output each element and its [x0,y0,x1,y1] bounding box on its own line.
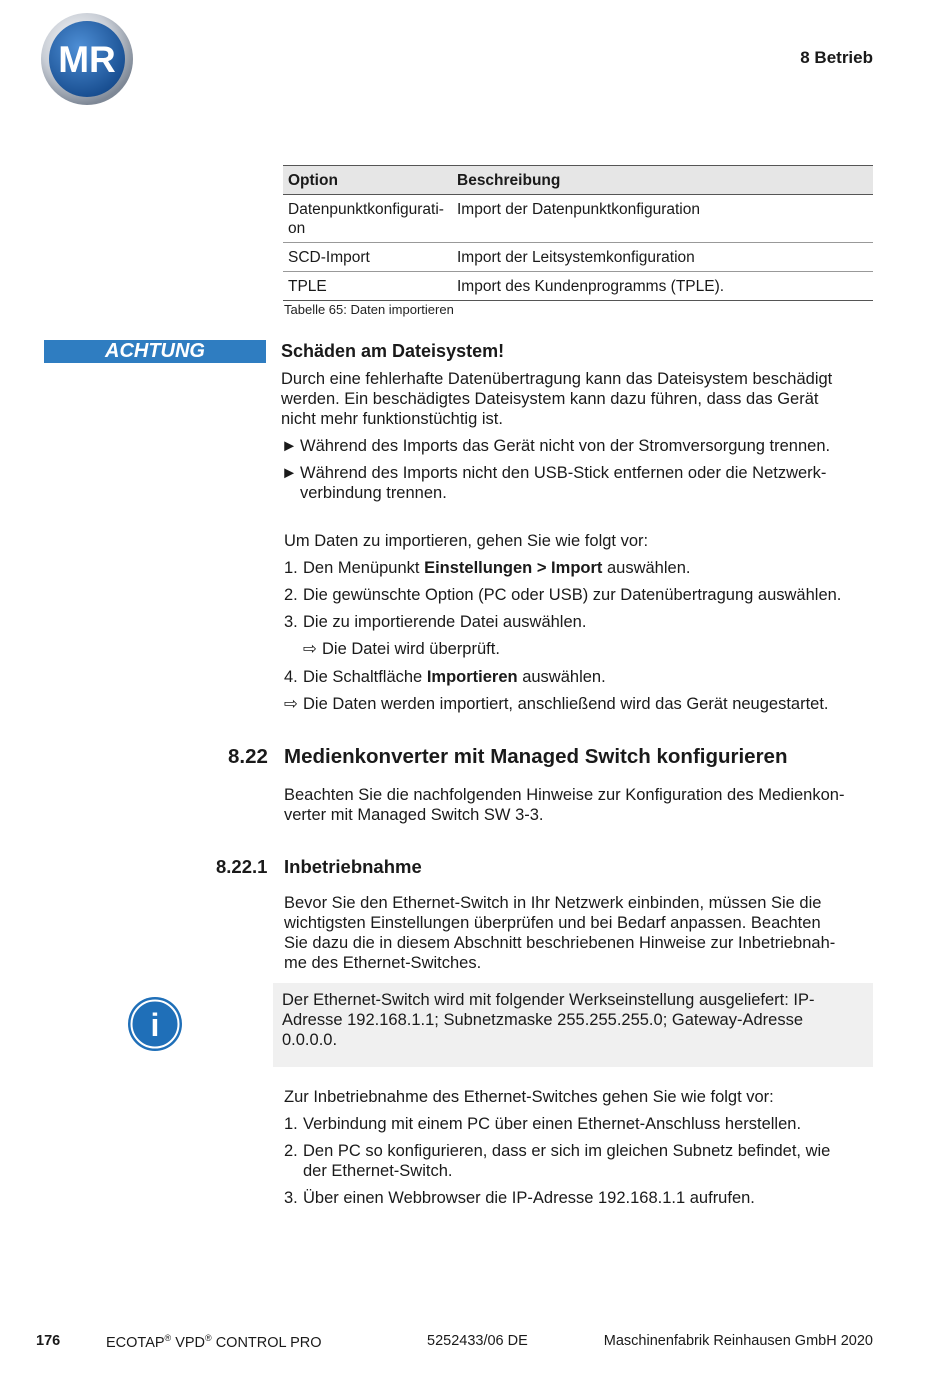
paragraph-line: Beachten Sie die nachfolgenden Hinweise zur Konfiguration des Medienkon- [284,786,845,804]
list-text-part: Die Schaltfläche [303,668,427,686]
table-cell-description: Import des Kundenprogramms (TPLE). [457,278,725,295]
list-text: Verbindung mit einem PC über einen Ethernet-Anschluss herstellen. [303,1115,802,1133]
warning-text-line: werden. Ein beschädigtes Dateisystem kann dazu führen, dass das Gerät [281,390,819,408]
table-cell-description: Import der Leitsystemkonfiguration [457,249,695,266]
signal-word-badge: ACHTUNG [44,340,266,363]
list-item [284,585,841,605]
product-name-part: VPD [171,1334,206,1351]
list-number: 4. [284,668,298,686]
warning-bullet-text: Während des Imports das Gerät nicht von der Stromversorgung trennen. [300,437,831,455]
warning-bullet [281,463,873,503]
result-text: Die Daten werden importiert, anschließend wird das Gerät neugestartet. [303,695,829,713]
registered-mark: ® [205,1333,212,1343]
paragraph-line: Bevor Sie den Ethernet-Switch in Ihr Netzwerk einbinden, müssen Sie die [284,894,822,912]
company-name: Maschinenfabrik Reinhausen GmbH 2020 [603,1333,873,1349]
subsection-title: Inbetriebnahme [284,856,422,877]
product-name-part: CONTROL PRO [211,1334,322,1351]
registered-mark: ® [164,1333,172,1343]
warning-bullet-line: Während des Imports nicht den USB-Stick entfernen oder die Netzwerk- [300,464,827,482]
table-cell-option-line: on [288,220,306,237]
import-options-table [283,165,873,301]
warning-bullet-text [300,463,826,503]
table-row [283,243,873,272]
mr-logo [40,12,134,106]
section-number: 8.22 [228,745,268,768]
product-name [106,1333,322,1351]
paragraph-line: me des Ethernet-Switches. [284,954,482,972]
list-item [284,667,606,687]
warning-text-line: nicht mehr funktionstüchtig ist. [281,410,503,428]
document-number: 5252433/06 DE [427,1333,528,1349]
list-item [284,1114,801,1134]
warning-text-line: Durch eine fehlerhafte Datenübertragung kann das Dateisystem beschädigt [281,370,833,388]
table-cell-option [283,195,452,242]
warning-bullet-line: verbindung trennen. [300,484,447,502]
list-item [284,1141,830,1181]
warning-title: Schäden am Dateisystem! [281,341,505,361]
product-name-part: ECOTAP [106,1334,165,1351]
info-box [273,983,873,1067]
table-header-row [283,166,873,195]
final-result [284,694,829,714]
section-title: Medienkonverter mit Managed Switch konfigurieren [284,745,788,768]
subsection-intro [284,893,874,973]
list-item [284,558,690,578]
info-text-line: Adresse 192.168.1.1; Subnetzmaske 255.255.255.0; Gateway-Adresse [282,1011,803,1029]
step-result [303,639,500,659]
list-number: 3. [284,613,298,631]
table-cell-description: Import der Datenpunktkonfiguration [457,201,700,218]
subsection-number: 8.22.1 [216,856,268,877]
list-text-line: der Ethernet-Switch. [303,1162,453,1180]
list-text: Über einen Webbrowser die IP-Adresse 192.168.1.1 aufrufen. [303,1189,755,1207]
list-number: 2. [284,1142,298,1160]
info-text-line: 0.0.0.0. [282,1031,338,1049]
arrow-bullet-icon: ► [281,464,298,482]
result-text: Die Datei wird überprüft. [322,640,500,658]
table-header-description: Beschreibung [457,172,561,189]
info-text-line: Der Ethernet-Switch wird mit folgender Werkseinstellung ausgeliefert: IP- [282,991,815,1009]
paragraph-line: verter mit Managed Switch SW 3-3. [284,806,544,824]
svg-text:i: i [150,1007,160,1043]
list-number: 2. [284,586,298,604]
list-text-line: Den PC so konfigurieren, dass er sich im gleichen Subnetz befindet, wie [303,1142,831,1160]
result-arrow-icon: ⇨ [284,695,298,713]
info-text [282,990,864,1050]
section-intro [284,785,874,825]
table-cell-option: TPLE [288,278,327,295]
list-text [303,667,606,687]
table-row [283,195,873,243]
list-text-part: Den Menüpunkt [303,559,425,577]
table-cell-option: SCD-Import [288,249,370,266]
button-name-text: Importieren [426,668,518,686]
chapter-title: 8 Betrieb [800,48,873,67]
list-text-part: auswählen. [602,559,691,577]
list-text [303,558,690,578]
list-number: 1. [284,1115,298,1133]
list-number: 1. [284,559,298,577]
warning-body [281,369,873,503]
table-header-option: Option [288,172,338,189]
result-arrow-icon: ⇨ [303,640,317,658]
info-icon [127,996,183,1052]
page-number: 176 [36,1333,61,1349]
list-item [284,612,586,632]
table-cell-option-line: Datenpunktkonfigurati- [288,201,444,218]
list-text-part: auswählen. [517,668,606,686]
paragraph-line: wichtigsten Einstellungen überprüfen und bei Bedarf anpassen. Beachten [284,914,821,932]
list-item [284,1188,755,1208]
table-caption: Tabelle 65: Daten importieren [284,302,454,317]
paragraph-line: Sie dazu die in diesem Abschnitt beschriebenen Hinweise zur Inbetriebnah- [284,934,836,952]
commissioning-intro: Zur Inbetriebnahme des Ethernet-Switches gehen Sie wie folgt vor: [284,1088,774,1106]
list-text: Die zu importierende Datei auswählen. [303,613,587,631]
list-number: 3. [284,1189,298,1207]
svg-text:MR: MR [58,39,116,80]
list-text [303,1141,830,1181]
menu-path-text: Einstellungen > Import [424,559,603,577]
list-text: Die gewünschte Option (PC oder USB) zur Datenübertragung auswählen. [303,586,842,604]
arrow-bullet-icon: ► [281,437,298,455]
warning-bullet [281,436,873,456]
import-intro: Um Daten zu importieren, gehen Sie wie folgt vor: [284,532,649,550]
table-row [283,272,873,301]
